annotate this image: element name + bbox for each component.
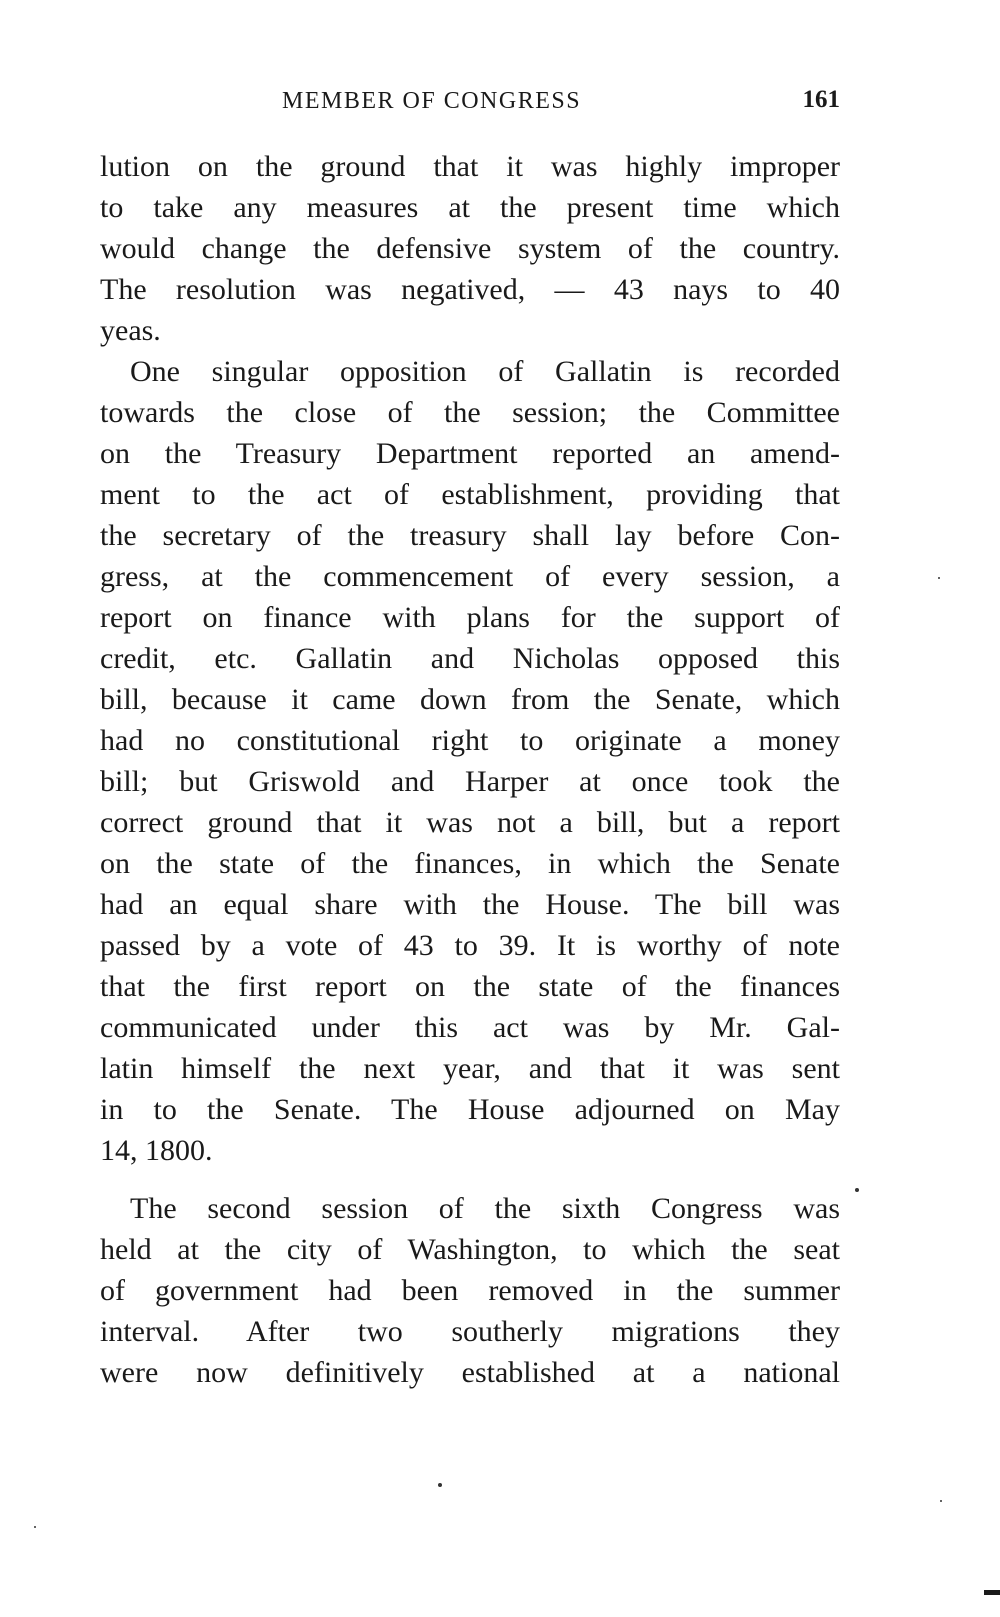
text-line: The resolution was negatived, — 43 nays to 40 — [100, 273, 840, 306]
text-line: the secretary of the treasury shall lay before Con- — [100, 519, 840, 552]
text-line: on the Treasury Department reported an amend- — [100, 437, 840, 470]
running-title: MEMBER OF CONGRESS — [282, 88, 582, 114]
scan-speck — [855, 1188, 859, 1192]
text-line: credit, etc. Gallatin and Nicholas opposed this — [100, 642, 840, 675]
scan-speck — [938, 577, 940, 579]
running-head — [100, 88, 840, 128]
text-line: had an equal share with the House. The bill was — [100, 888, 840, 921]
text-line: held at the city of Washington, to which the seat — [100, 1233, 840, 1266]
text-line: would change the defensive system of the country. — [100, 232, 840, 265]
text-line: interval. After two southerly migrations they — [100, 1315, 840, 1348]
text-line: that the first report on the state of the finances — [100, 970, 840, 1003]
page-number: 161 — [802, 86, 840, 113]
text-line: towards the close of the session; the Committee — [100, 396, 840, 429]
text-line: on the state of the finances, in which the Senate — [100, 847, 840, 880]
text-line: ment to the act of establishment, providing that — [100, 478, 840, 511]
text-line: One singular opposition of Gallatin is recorded — [130, 355, 840, 388]
scan-speck — [940, 1500, 942, 1502]
text-line: correct ground that it was not a bill, but a report — [100, 806, 840, 839]
text-line: communicated under this act was by Mr. Gal- — [100, 1011, 840, 1044]
body-text-upper — [100, 146, 840, 1171]
text-line: report on finance with plans for the support of — [100, 601, 840, 634]
text-line: yeas. — [100, 314, 161, 347]
text-line: to take any measures at the present time which — [100, 191, 840, 224]
text-line: had no constitutional right to originate a money — [100, 724, 840, 757]
scan-edge-mark — [984, 1590, 1000, 1595]
text-line: The second session of the sixth Congress was — [130, 1192, 840, 1225]
text-line: bill, because it came down from the Senate, which — [100, 683, 840, 716]
text-line: in to the Senate. The House adjourned on May — [100, 1093, 840, 1126]
text-line: latin himself the next year, and that it was sent — [100, 1052, 840, 1085]
text-line: lution on the ground that it was highly improper — [100, 150, 840, 183]
text-line: were now definitively established at a national — [100, 1356, 840, 1389]
scan-speck — [34, 1526, 36, 1528]
text-line: gress, at the commencement of every session, a — [100, 560, 840, 593]
text-line: 14, 1800. — [100, 1134, 213, 1167]
text-line: passed by a vote of 43 to 39. It is worthy of note — [100, 929, 840, 962]
text-line: bill; but Griswold and Harper at once took the — [100, 765, 840, 798]
body-text-lower — [100, 1188, 840, 1393]
text-line: of government had been removed in the summer — [100, 1274, 840, 1307]
scan-speck — [438, 1483, 442, 1487]
